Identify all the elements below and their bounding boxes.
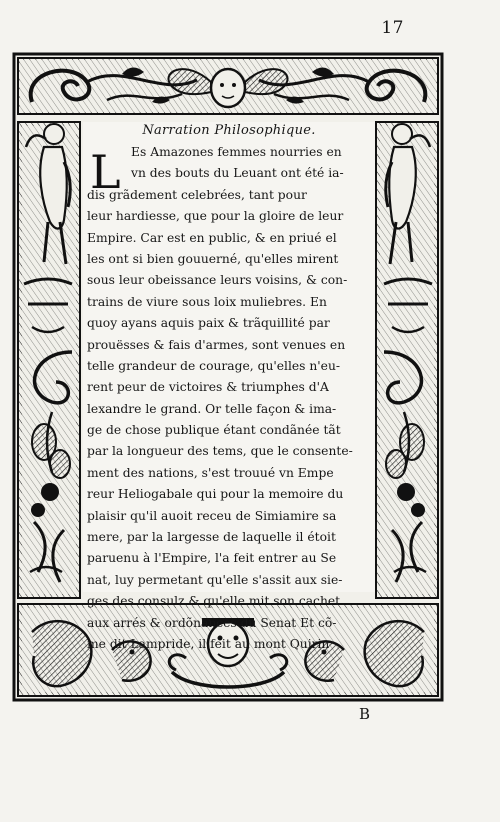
left-ornament-column	[18, 122, 80, 598]
text-line: ment des nations, s'est trouué vn Empe	[87, 465, 334, 480]
text-line: Empire. Car est en public, & en priué el	[87, 230, 337, 245]
top-ornament-band	[18, 58, 438, 114]
text-line: vn des bouts du Leuant ont été ia-	[131, 166, 344, 181]
text-line: ge de chose publique étant condãnée tãt	[87, 423, 341, 438]
text-line: leur hardiesse, que pour la gloire de leur	[87, 209, 344, 224]
text-line: telle grandeur de courage, qu'elles n'eu-	[87, 358, 341, 373]
text-line: par la longueur des tems, que le consente-	[87, 444, 353, 459]
text-line: quoy ayans aquis paix & trãquillité par	[87, 316, 330, 331]
text-line: mere, par la largesse de laquelle il étoit	[87, 530, 336, 545]
text-line: lexandre le grand. Or telle façon & ima-	[87, 401, 337, 416]
signature-mark: B	[359, 705, 371, 723]
text-line: plaisir qu'il auoit receu de Simiamire sa	[87, 508, 337, 523]
page-number: 17	[381, 18, 404, 38]
text-line: sous leur obeissance leurs voisins, & con-	[87, 273, 348, 288]
text-line: les ont si bien gouuerné, qu'elles mirent	[87, 251, 339, 266]
text-line: dis grãdement celebrées, tant pour	[87, 187, 307, 202]
text-line: Es Amazones femmes nourries en	[131, 145, 342, 159]
text-line: reur Heliogabale qui pour la memoire du	[87, 487, 344, 502]
text-line: prouësses & fais d'armes, sont venues en	[87, 337, 346, 352]
chapter-heading: Narration Philosophique.	[142, 123, 316, 138]
text-line: nat, luy permetant qu'elle s'assit aux sie-	[87, 572, 343, 587]
text-line: ges des consulz & qu'elle mit son cachet	[87, 594, 341, 609]
text-line: paruenu à l'Empire, l'a feit entrer au Se	[87, 551, 337, 566]
body-text	[87, 142, 377, 655]
text-line: aux arrés & ordõnances du Senat Et cõ-	[87, 615, 337, 630]
text-line: trains de viure sous loix muliebres. En	[87, 294, 327, 309]
drop-cap-letter: L	[90, 148, 121, 192]
text-line: me dit Lampride, il feit au mont Quirin	[87, 636, 330, 651]
right-ornament-column	[376, 122, 438, 598]
text-line: rent peur de victoires & triumphes d'A	[87, 380, 329, 395]
